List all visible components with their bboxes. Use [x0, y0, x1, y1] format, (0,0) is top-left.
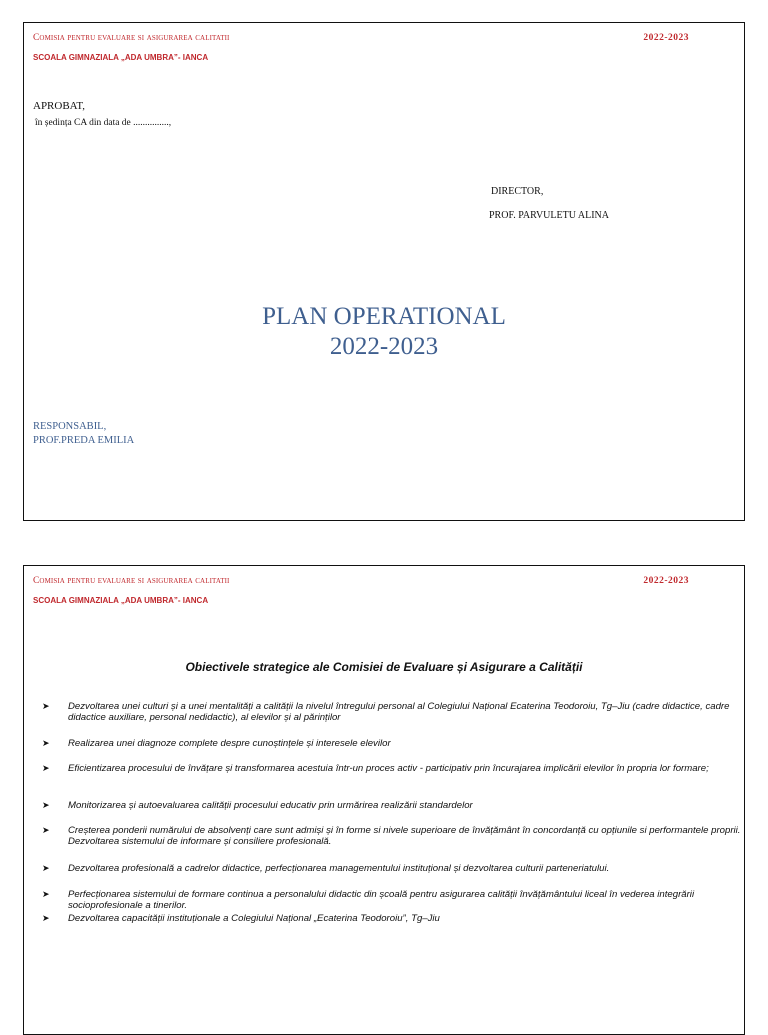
arrow-bullet-icon: ➤	[42, 701, 50, 711]
list-item	[42, 863, 742, 874]
list-item-text: Dezvoltarea profesională a cadrelor didactice, perfecționarea managementului instituțional și dezvoltarea culturii parteneriatului.	[68, 863, 610, 874]
list-item	[42, 913, 742, 924]
objectives-page	[23, 565, 745, 1035]
list-item	[42, 889, 742, 911]
list-item	[42, 800, 742, 811]
list-item	[42, 701, 742, 723]
list-item	[42, 763, 742, 774]
arrow-bullet-icon: ➤	[42, 863, 50, 873]
list-item-text: Creșterea ponderii numărului de absolvenți care sunt admiși și în forme si nivele superioare de învățământ în concordanță cu opțiunile si performantele proprii. Dezvoltarea sistemului de informare și consiliere profesională.	[68, 825, 741, 847]
plan-title: PLAN OPERATIONAL	[262, 303, 506, 330]
approval-meeting-line: în ședința CA din data de ...............,	[35, 118, 172, 128]
director-name: PROF. PARVULETU ALINA	[489, 210, 609, 221]
list-item-text: Perfecționarea sistemului de formare continua a personalului didactic din școală pentru asigurarea calității învățământului liceal în vederea integrării socioprofesionale a tinerilor.	[68, 889, 695, 911]
list-item-text: Realizarea unei diagnoze complete despre cunoștințele și interesele elevilor	[68, 738, 391, 749]
commission-header: Comisia pentru evaluare si asigurarea calitatii	[33, 33, 230, 43]
list-item	[42, 738, 742, 749]
school-name: SCOALA GIMNAZIALA „ADA UMBRA”- IANCA	[33, 53, 209, 62]
plan-title-block	[24, 302, 744, 362]
arrow-bullet-icon: ➤	[42, 825, 50, 835]
cover-page	[23, 22, 745, 521]
school-name: SCOALA GIMNAZIALA „ADA UMBRA”- IANCA	[33, 596, 209, 605]
commission-header: Comisia pentru evaluare si asigurarea calitatii	[33, 576, 230, 586]
arrow-bullet-icon: ➤	[42, 889, 50, 899]
list-item-text: Eficientizarea procesului de învățare și transformarea acestuia într-un proces activ - participativ prin încurajarea implicării elevilor în propria lor formare;	[68, 763, 709, 774]
list-item	[42, 825, 742, 847]
arrow-bullet-icon: ➤	[42, 800, 50, 810]
responsible-name: PROF.PREDA EMILIA	[33, 435, 135, 446]
arrow-bullet-icon: ➤	[42, 738, 50, 748]
objectives-title: Obiectivele strategice ale Comisiei de Evaluare și Asigurare a Calității	[185, 660, 583, 674]
arrow-bullet-icon: ➤	[42, 913, 50, 923]
list-item-text: Dezvoltarea capacității instituționale a Colegiului Național „Ecaterina Teodoroiu”, Tg–Jiu	[68, 913, 440, 924]
list-item-text: Monitorizarea și autoevaluarea calității procesului educativ prin urmărirea realizării standardelor	[68, 800, 473, 811]
school-year-header: 2022-2023	[643, 576, 689, 586]
list-item-text: Dezvoltarea unei culturi și a unei mentalități a calității la nivelul întregului personal al Colegiului Național Ecaterina Teodoroiu, Tg–Jiu (cadre didactice, cadre didactice auxiliare, personal nedidactic), al elevilor și al părinților	[68, 701, 730, 723]
responsible-label: RESPONSABIL,	[33, 421, 107, 432]
director-label: DIRECTOR,	[491, 186, 544, 197]
plan-year: 2022-2023	[329, 333, 439, 360]
arrow-bullet-icon: ➤	[42, 763, 50, 773]
school-year-header: 2022-2023	[643, 33, 689, 43]
approval-label: APROBAT,	[33, 100, 86, 112]
